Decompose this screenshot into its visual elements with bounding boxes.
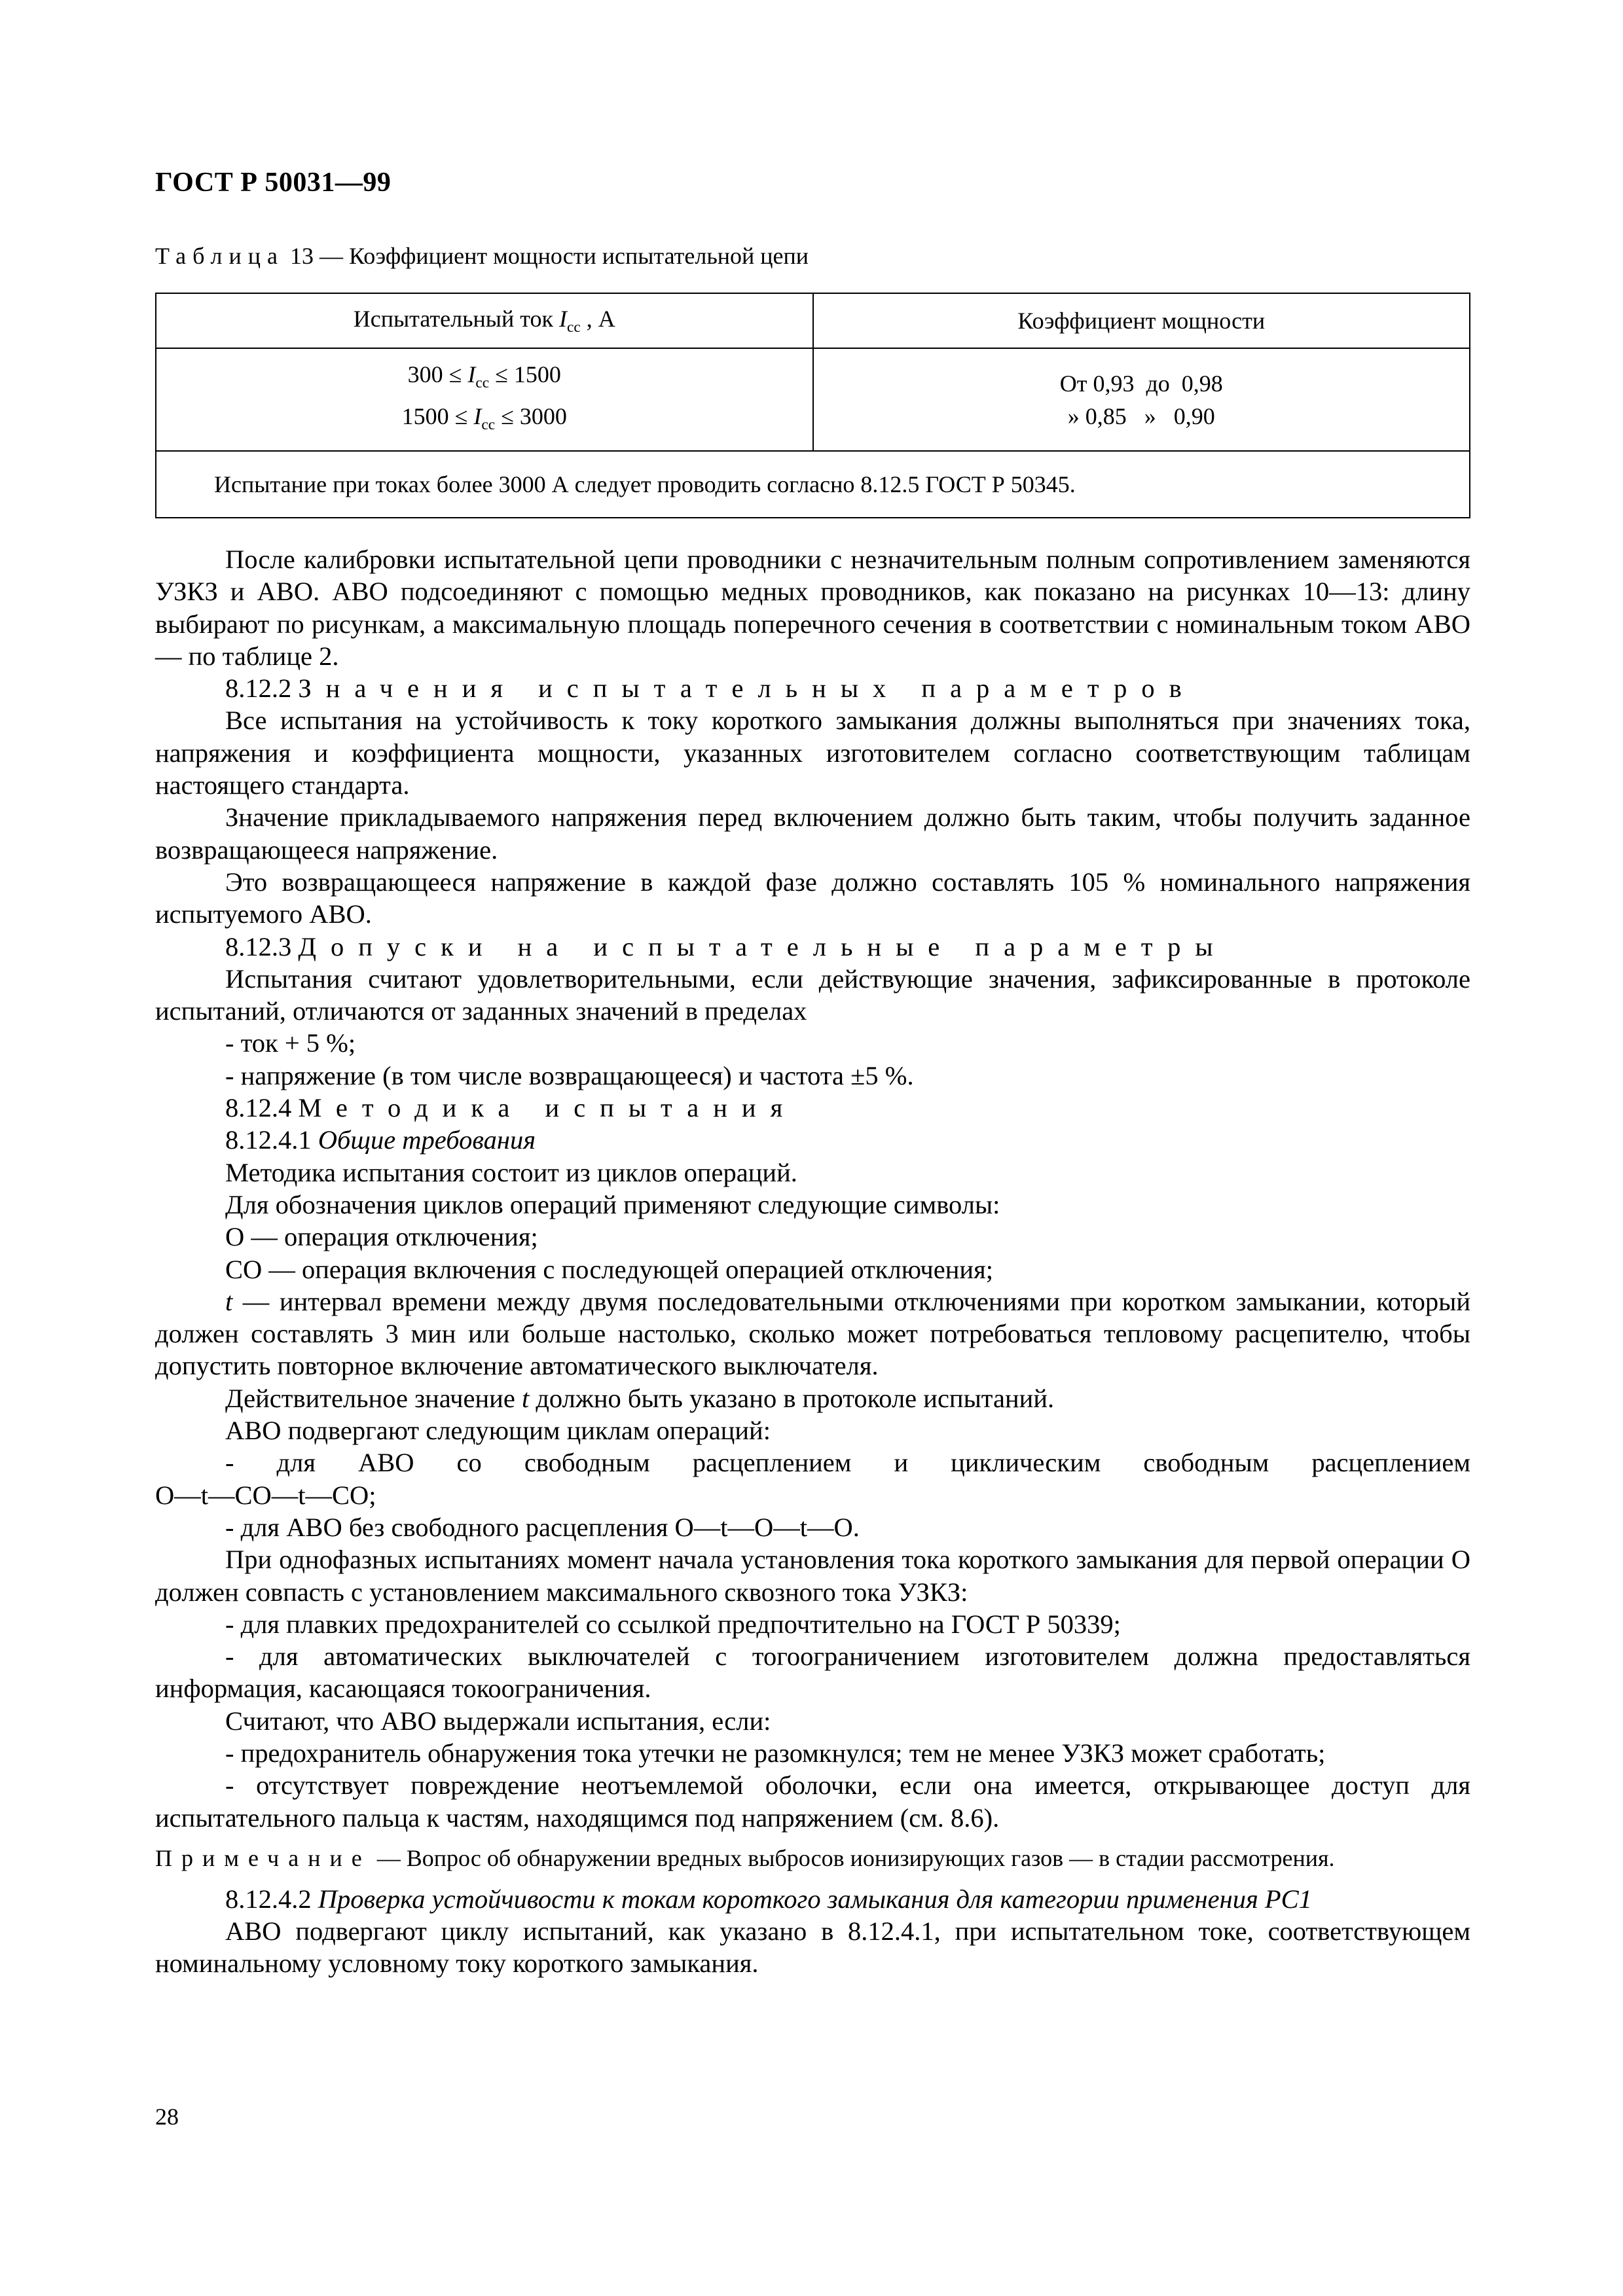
list-item: - для АВО без свободного расцепления О—t—О—t—О. (225, 1512, 860, 1542)
paragraph: Для обозначения циклов операций применяют следующие символы: (225, 1189, 1000, 1219)
symbol-t: t (225, 1286, 233, 1316)
power-factor-table (155, 293, 1470, 518)
document-header: ГОСТ Р 50031—99 (155, 168, 392, 198)
section-number: 8.12.3 (225, 931, 292, 961)
paragraph: Все испытания на устойчивость к току короткого замыкания должны выполняться при значениях тока, напряжения и коэффициента мощности, указанных изготовителем согласно соответствующим таблицам настоящего стандарта. (155, 706, 1470, 800)
paragraph: СО — операция включения с последующей операцией отключения; (225, 1254, 993, 1284)
section-number: 8.12.2 (225, 673, 292, 704)
list-item: - отсутствует повреждение неотъемлемой оболочки, если она имеется, открывающее доступ для испытательного пальца к частям, находящимся под напряжением (см. 8.6). (155, 1770, 1470, 1833)
section-title: Допуски на испытательные параметры (298, 931, 1228, 961)
table-caption-word: Таблица (155, 243, 284, 269)
table-cell-power-factors (813, 348, 1470, 451)
note-label: Примечание (155, 1844, 371, 1871)
table-pf-row-1: От 0,93 до 0,98 (1059, 370, 1223, 397)
list-item: - предохранитель обнаружения тока утечки не разомкнулся; тем не менее УЗКЗ может сработать; (225, 1738, 1326, 1768)
section-heading-8-12-2 (155, 672, 1470, 704)
paragraph: АВО подвергают циклу испытаний, как указано в 8.12.4.1, при испытательном токе, соответствующем номинальному условному току короткого замыкания. (155, 1916, 1470, 1979)
list-item: - ток + 5 %; (225, 1028, 356, 1058)
section-title: Общие требования (318, 1125, 536, 1155)
paragraph: О — операция отключения; (225, 1222, 538, 1252)
paragraph: Испытания считают удовлетворительными, если действующие значения, зафиксированные в протоколе испытаний, отличаются от заданных значений в пределах (155, 963, 1470, 1026)
table-caption (155, 242, 809, 270)
note-text: — Вопрос об обнаружении вредных выбросов ионизирующих газов — в стадии рассмотрения. (371, 1844, 1335, 1871)
table-note: Испытание при токах более 3000 А следует проводить согласно 8.12.5 ГОСТ Р 50345. (214, 471, 1076, 497)
section-title: Проверка устойчивости к токам короткого замыкания для категории применения PC1 (318, 1884, 1312, 1914)
table-range-row-1: $300 \le I_{cc} \le 1500$ (407, 361, 561, 392)
subsection-heading-8-12-4-2 (155, 1883, 1470, 1915)
section-heading-8-12-3 (155, 931, 1470, 963)
table-note-cell (156, 451, 1470, 518)
list-item: - для плавких предохранителей со ссылкой предпочтительно на ГОСТ Р 50339; (225, 1609, 1121, 1639)
document-body (155, 543, 1470, 1980)
paragraph-text: — интервал времени между двумя последовательными отключениями при коротком замыкании, который должен составлять 3 мин или больше настолько, сколько может потребоваться тепловому расцепителю, чтобы допустить повторное включение автоматического выключателя. (155, 1286, 1470, 1381)
list-item: - для АВО со свободным расцеплением и циклическим свободным расцеплением (225, 1448, 1470, 1478)
paragraph (155, 1382, 1470, 1414)
paragraph-text: Действительное значение (225, 1383, 522, 1413)
table-header-current: Испытательный ток $I_{cc}$ , А (156, 293, 813, 348)
table-cell-current-ranges (156, 348, 813, 451)
table-header-power-factor: Коэффициент мощности (813, 293, 1470, 348)
symbol-t: t (521, 1383, 530, 1413)
subsection-heading-8-12-4-1 (155, 1124, 1470, 1156)
list-item-continuation: О—t—СО—t—СО; (155, 1480, 376, 1510)
section-number: 8.12.4.2 (225, 1884, 312, 1914)
section-title: Методика испытания (298, 1093, 797, 1123)
section-heading-8-12-4 (155, 1092, 1470, 1124)
section-number: 8.12.4 (225, 1093, 292, 1123)
section-number: 8.12.4.1 (225, 1125, 312, 1155)
table-caption-text: 13 — Коэффициент мощности испытательной цепи (289, 243, 809, 269)
paragraph: Методика испытания состоит из циклов операций. (225, 1157, 797, 1187)
table-pf-row-2: » 0,85 » 0,90 (1067, 403, 1215, 429)
note (155, 1843, 1470, 1874)
list-item: - напряжение (в том числе возвращающееся) и частота ±5 %. (225, 1060, 914, 1090)
paragraph: После калибровки испытательной цепи проводники с незначительным полным сопротивлением заменяются УЗКЗ и АВО. АВО подсоединяют с помощью медных проводников, как показано на рисунках 10—13: длину выбирают по рисункам, а максимальную площадь поперечного сечения в соответствии с номинальным током АВО — по таблице 2. (155, 545, 1470, 671)
section-title: Значения испытательных параметров (298, 673, 1196, 704)
paragraph (155, 1285, 1470, 1382)
paragraph: При однофазных испытаниях момент начала установления тока короткого замыкания для первой операции О должен совпасть с установлением максимального сквозного тока УЗКЗ: (155, 1545, 1470, 1607)
paragraph: Это возвращающееся напряжение в каждой фазе должно составлять 105 % номинального напряжения испытуемого АВО. (155, 867, 1470, 929)
paragraph: Значение прикладываемого напряжения перед включением должно быть таким, чтобы получить заданное возвращающееся напряжение. (155, 802, 1470, 865)
list-item: - для автоматических выключателей с тогоограничением изготовителем должна предоставляться информация, касающаяся токоограничения. (155, 1641, 1470, 1704)
paragraph: АВО подвергают следующим циклам операций: (225, 1416, 771, 1446)
paragraph-text: должно быть указано в протоколе испытаний. (529, 1383, 1055, 1413)
page-number: 28 (155, 2104, 179, 2130)
paragraph: Считают, что АВО выдержали испытания, если: (225, 1706, 771, 1736)
table-range-row-2: $1500 \le I_{cc} \le 3000$ (401, 403, 567, 433)
